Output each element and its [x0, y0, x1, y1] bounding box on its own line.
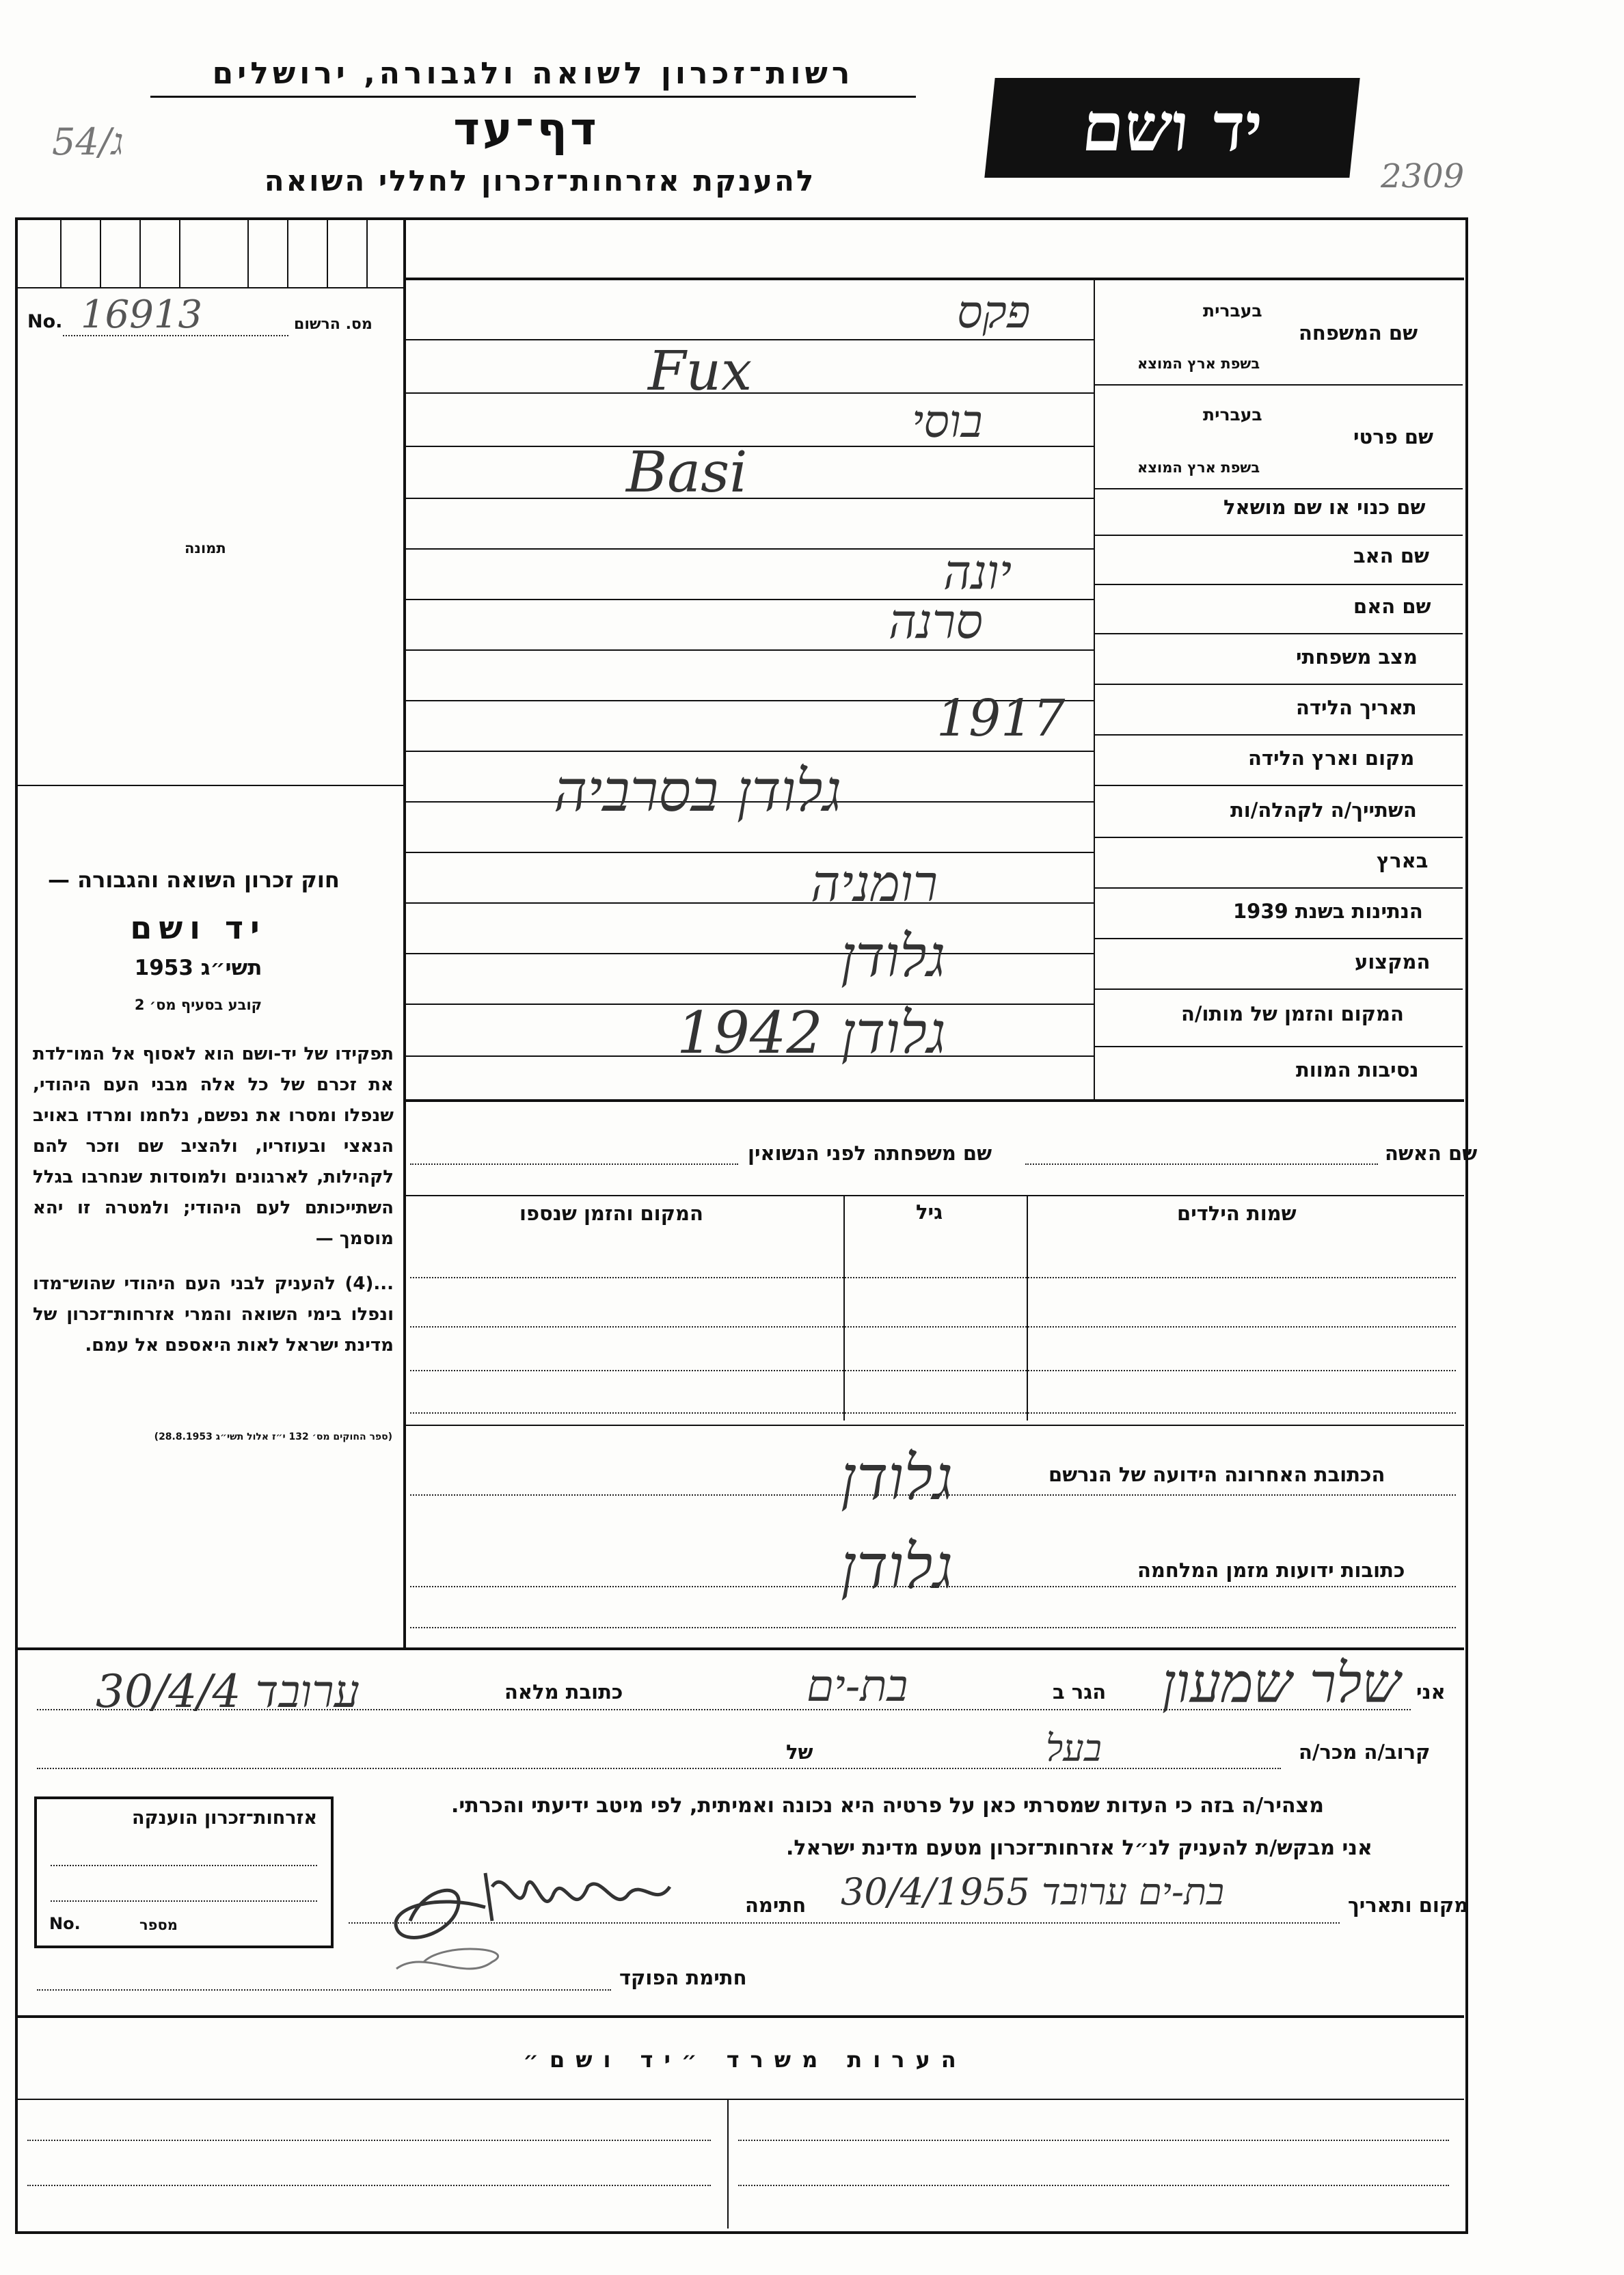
law-clause: קובע בסעיף מס׳ 2: [134, 997, 262, 1013]
of-label: של: [786, 1740, 813, 1764]
i-label: אני: [1416, 1680, 1446, 1704]
firstname-hebrew-sub: בעברית: [1203, 405, 1262, 425]
children-table-bottom: [403, 1425, 1464, 1426]
law-citation: (ספר החוקים מס׳ 132 י״ז אלול תשי״ג 28.8.1953): [154, 1431, 392, 1442]
father-label: שם האב: [1353, 544, 1430, 567]
law-paragraph-2: ...(4) להעניק לבני העם היהודי שהוש־מדו ונפלו בימי השואה והמרי אזרחות־זכרון של מדינת ישראל לאות היאספם אל עמם.: [33, 1274, 394, 1356]
war-address-line-2: [410, 1627, 1456, 1628]
surname-label: שם המשפחה: [1299, 321, 1418, 345]
authority-line: רשות־זכרון לשואה ולגבורה, ירושלים: [212, 56, 854, 91]
authority-underline: [150, 96, 916, 98]
children-row-line-2: [410, 1326, 1456, 1328]
strip-cell-3: [139, 217, 141, 287]
country-value: רומניה: [811, 854, 938, 913]
place-date-label: מקום ותאריך: [1348, 1894, 1469, 1917]
registration-prefix: No.: [27, 311, 63, 332]
children-row-line-3: [410, 1370, 1456, 1371]
war-address-label: כתובות ידועות מזמן המלחמה: [1137, 1559, 1405, 1582]
row-sep-10: [1094, 988, 1463, 990]
children-col-divider-1: [843, 1195, 845, 1421]
firstname-label: שם פרטי: [1353, 425, 1434, 448]
office-notes-title: הערות משרד ״יד ושם״: [523, 2047, 967, 2073]
strip-cell-2: [100, 217, 101, 287]
war-address-line: [410, 1586, 1456, 1587]
profession-label: המקצוע: [1355, 950, 1431, 973]
certificate-no-prefix: No.: [49, 1914, 81, 1933]
row-sep-11: [1094, 1046, 1463, 1047]
children-age-header: גיל: [916, 1200, 943, 1224]
certificate-box-line-1: [51, 1865, 317, 1866]
spouse-row-bottom: [403, 1195, 1464, 1196]
surname-hebrew-sub: בעברית: [1203, 301, 1262, 321]
maiden-name-line: [410, 1163, 738, 1165]
nationality-label: הנתינות בשנת 1939: [1233, 900, 1423, 923]
margin-note-right: 2309: [1381, 157, 1465, 196]
death-label: המקום והזמן של מותו/ה: [1181, 1002, 1404, 1025]
row-sep-1: [1094, 535, 1463, 536]
firstname-origin-sub: בשפת ארץ המוצא: [1137, 459, 1260, 476]
registration-number: 16913: [81, 293, 203, 337]
declarant-line-2: [37, 1768, 1281, 1769]
row-sep-5: [1094, 734, 1463, 736]
photo-area-bottom: [15, 785, 403, 786]
strip-bottom-left: [15, 287, 403, 288]
label-column-divider: [1094, 278, 1095, 1099]
row-sep-7: [1094, 837, 1463, 838]
war-address-value: גלודן: [841, 1531, 953, 1603]
death-circumstances-label: נסיבות המוות: [1296, 1058, 1419, 1081]
surname-origin-value: Fux: [648, 339, 753, 403]
firstname-hebrew-value: בוסי: [912, 395, 983, 448]
value-line-9: [403, 751, 1094, 752]
strip-cell-1: [60, 217, 62, 287]
children-row-line-4: [410, 1412, 1456, 1414]
surname-origin-sub: בשפת ארץ המוצא: [1137, 355, 1260, 372]
father-value: יונה: [943, 544, 1012, 600]
strip-cell-5: [247, 217, 249, 287]
law-title: חוק זכרון השואה והגבורה —: [48, 867, 340, 893]
row-sep-firstname: [1094, 488, 1463, 489]
official-signature-line: [37, 1989, 611, 1991]
country-label: בארץ: [1377, 849, 1429, 872]
wife-line: [1025, 1163, 1378, 1165]
declarant-line-1: [37, 1709, 1411, 1710]
registration-label: מס. הרשום: [294, 316, 373, 333]
law-name: יד ושם: [130, 909, 267, 946]
children-row-line-1: [410, 1277, 1456, 1278]
declarant-bottom: [15, 2015, 1464, 2018]
birth-date-value: 1917: [936, 689, 1066, 748]
last-address-label: הכתובת האחרונה הידועה של הנרשם: [1048, 1463, 1385, 1486]
birth-date-label: תאריך הלידה: [1296, 696, 1417, 719]
certificate-box-title: אזרחות־זכרון הוענקה: [132, 1807, 317, 1829]
place-date-value: בת-ים ערובד 30/4/1955: [841, 1870, 1225, 1913]
lives-in-label: הגר ב: [1053, 1680, 1107, 1704]
row-sep-3: [1094, 633, 1463, 634]
document-title: דף־עד: [453, 103, 599, 155]
office-notes-line-2: [738, 2140, 1449, 2141]
office-notes-line-4: [738, 2185, 1449, 2186]
request-text: אני מבקש/ת להעניק לנ״ל אזרחות־זכרון מטעם מדינת ישראל.: [786, 1836, 1372, 1860]
birth-place-value: גלודן בסרביה: [554, 757, 842, 824]
value-line-7: [403, 649, 1094, 651]
value-line-4: [403, 498, 1094, 499]
left-column-divider: [403, 217, 406, 1647]
birth-place-label: מקום וארץ הלידה: [1248, 746, 1415, 770]
law-year: תשי״ג 1953: [134, 956, 262, 980]
office-notes-line-3: [27, 2185, 711, 2186]
row-sep-4: [1094, 684, 1463, 685]
row-sep-6: [1094, 785, 1463, 786]
certificate-box: [34, 1796, 334, 1948]
strip-cell-7: [327, 217, 328, 287]
row-sep-8: [1094, 887, 1463, 889]
logo-text: יד ושם: [1078, 88, 1267, 167]
value-line-13: [403, 953, 1094, 954]
relative-value: בעל: [1046, 1727, 1102, 1770]
full-address-value: ערובד 30/4/4: [96, 1665, 360, 1718]
strip-cell-4: [179, 217, 180, 287]
signature-label: חתימה: [745, 1894, 807, 1917]
strip-cell-6: [287, 217, 288, 287]
office-notes-header-bottom: [15, 2099, 1464, 2100]
last-address-line: [410, 1494, 1456, 1496]
details-block-bottom: [403, 1099, 1464, 1102]
death-value: גלודן 1942: [677, 999, 946, 1066]
relative-label: קרוב/ה מכר/ה: [1299, 1740, 1431, 1764]
nickname-label: שם כנוי או שם מושאל: [1223, 496, 1426, 519]
lives-in-value: בת-ים: [807, 1661, 908, 1712]
margin-note-left: 54/ג: [52, 120, 124, 163]
top-strip-bottom: [403, 278, 1464, 280]
photo-label: תמונה: [185, 540, 226, 556]
community-label: השתייך/ה לקהלה/ות: [1230, 798, 1417, 822]
surname-hebrew-value: פקס: [957, 286, 1031, 338]
value-line-12: [403, 902, 1094, 904]
law-paragraph-1: תפקידו של יד-ושם הוא לאסוף אל המו־לדת את זכרם של כל אלה מבני העם היהודי, שנפלו ומסרו את נפשם, נלחמו ומרדו באויב הנאצי ובעוזריו, ולהציב שם וזכר להם לקהילות, לארגונים ולמוסדות שנחרבו בגלל השתייכותם לעם היהודי; ולמטרה זו יהא מוסמך —: [33, 1044, 394, 1249]
addresses-bottom: [15, 1647, 1464, 1650]
marital-label: מצב משפחתי: [1296, 645, 1418, 669]
firstname-origin-value: Basi: [626, 440, 748, 505]
strip-cell-8: [366, 217, 368, 287]
row-sep-9: [1094, 938, 1463, 939]
mother-label: שם האם: [1353, 595, 1431, 618]
value-line-11: [403, 852, 1094, 853]
office-notes-line-1: [27, 2140, 711, 2141]
official-signature-label: חתימת הפוקד: [619, 1966, 747, 1989]
children-place-header: המקום והזמן שנספו: [519, 1202, 703, 1225]
nationality-value: גלודן: [841, 923, 946, 990]
office-notes-divider: [727, 2099, 729, 2229]
declarant-name: שלר שמעון: [1162, 1652, 1400, 1715]
value-line-3: [403, 446, 1094, 447]
certificate-box-line-2: [51, 1900, 317, 1902]
last-address-value: גלודן: [841, 1442, 953, 1514]
yad-vashem-logo: [984, 78, 1359, 178]
wife-label: שם האשה: [1385, 1142, 1478, 1165]
children-names-header: שמות הילדים: [1177, 1202, 1297, 1225]
row-sep-surname: [1094, 384, 1463, 386]
full-address-label: כתובת מלאה: [504, 1680, 623, 1704]
declaration-text: מצהיר/ה בזה כי העדות שמסרתי כאן על פרטיה היא נכונה ואמיתית, לפי מיטב ידיעתי והכרתי.: [451, 1794, 1324, 1818]
maiden-name-label: שם משפחתה לפני הנשואין: [748, 1142, 992, 1165]
certificate-number-label: מספר: [139, 1917, 178, 1933]
mother-value: סרנה: [889, 593, 983, 649]
row-sep-2: [1094, 584, 1463, 585]
document-subtitle: להענקת אזרחות־זכרון לחללי השואה: [264, 164, 816, 198]
children-col-divider-2: [1027, 1195, 1028, 1421]
